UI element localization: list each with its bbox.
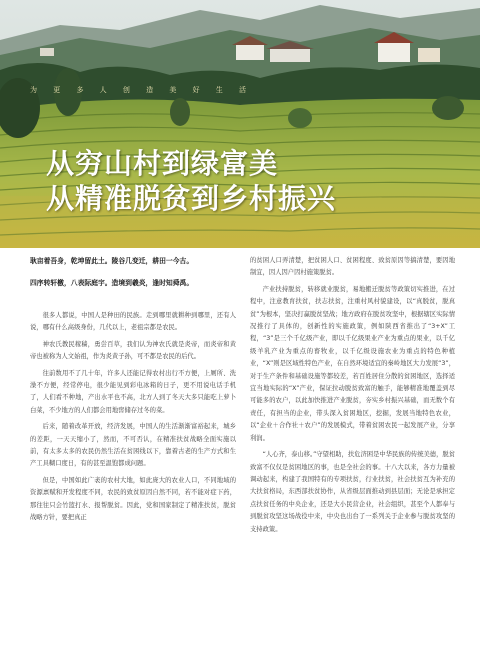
paragraph: 的贫困人口弄清楚，把贫困人口、贫困程度、致贫原因等搞清楚，要因地制宜，因人因户因村施策脱贫。 — [250, 257, 455, 277]
paragraph: 产业扶持脱贫，转移就业脱贫，易地搬迁脱贫等政策切实推进，在过程中，注意教育扶贫，扶志扶贫，注重村风村貌建设，以“真脱贫，脱真贫”为根本，坚决打赢脱贫坚战；地方政府在脱贫攻坚中，根据辖区实际情况推行了具体的，创新性的实施政策，例如陕西省推出了“3+X”工程，“3”是三个千亿级产业，即以千亿级果业产业为重点的果业，以千亿级羊乳产业为重点的畜牧业，以千亿级设施农业为重点的特色种植业，“X”则是区域性特色产业，在自然环境适宜的秦岭地区大力发展“3”，对于生产条件和基础设施等都较差，若百姓居住分散的贫困地区，选择适宜当地实际的“X”产业，保证拉动脱贫致富的触手，能够精准地覆盖到尽可能多的农户，以此加快推进产业脱贫，夯实乡村振兴基础，而无数个有责任，有担当的企业，带头深入贫困地区，挖掘，发展当地特色农业，以“企业＋合作社＋农户”的发展模式，带着贫困农民一起发展产业，分享利润。 — [250, 285, 455, 442]
paragraph: 神农氏教民稼穑，勇尝百草，我们认为神农氏就是炎帝，而炎帝和黄帝也被称为人文始祖，作为炎黄子孙，可不都是农民的后代。 — [30, 340, 236, 361]
hero-photo — [0, 0, 480, 248]
article-right-column — [250, 255, 455, 540]
lead-verse-2: 四序转轩檄，八表际庭宇。造境到羲炎，逢时知舜禹。 — [30, 279, 194, 287]
paragraph: 但是，中国如此广袤的农村大地，如此庞大的农业人口，不同地域的资源禀赋和开发程度不同，农民的致贫原因自然不同，若不能对症下药，那往往只会竹篮打水、报帮脱贫。因此，党和国家制定了精准扶贫，脱贫战略方针，要把真正 — [30, 476, 236, 522]
headline-line-2: 从精准脱贫到乡村振兴 — [46, 182, 337, 215]
paragraph: 很多人都说，中国人是种田的民族。走到哪里就耕种到哪里，还有人说，哪有什么高级身份，几代以上，老祖宗都是农民。 — [30, 312, 236, 332]
lead-verse-1: 耿亩着吾身，乾坤留此土。陵谷几变迁，耕田一今古。 — [30, 257, 194, 265]
paragraph: “人心齐，泰山移。”守望相助，扶危济困是中华民族的传统美德，脱贫致富不仅仅是贫困地区的事，也是全社会的事。十八大以来，各方力量被调动起来，构建了我国特有的专项扶贫，行业扶贫，社会扶贫互为补充的大扶贫格局，东西部扶贫协作，从省级层面推动到县层面；无论是承担定点扶贫任务的中央企业，还是大小民营企业，社会组织，甚至个人都奉与到脱贫攻坚这场战役中来，中央也出台了一系列关于企业参与脱贫攻坚的支持政策。 — [250, 451, 455, 533]
headline-line-1: 从穷山村到绿富美 — [46, 147, 279, 180]
article-left-column — [30, 255, 236, 529]
hero-kicker: 为 更 多 人 创 造 美 好 生 活 — [30, 86, 254, 94]
paragraph: 后来，随着改革开放，经济发展，中国人的生活渐渐富裕起来，城乡的差距，一天天缩小了，然而，不可否认，在精准扶贫战略全面实施以前，有太多太多的农民仍然生活在贫困线以下，靠着古老的生产方式和生产工具糊口度日，有的甚至温饱都成问题。 — [30, 423, 236, 468]
paragraph: 往前数用不了几十年，许多人还能记得农村出行不方便，上厕所、洗澡不方便，经常停电，很少能见到彩电冰箱的日子，更不用说电话手机了，人们看不种地，产出水平也不高，北方人到了冬天大多只能吃上萝卜白菜，不少地方的人们都会用地窖储存过冬的菜。 — [30, 369, 236, 414]
